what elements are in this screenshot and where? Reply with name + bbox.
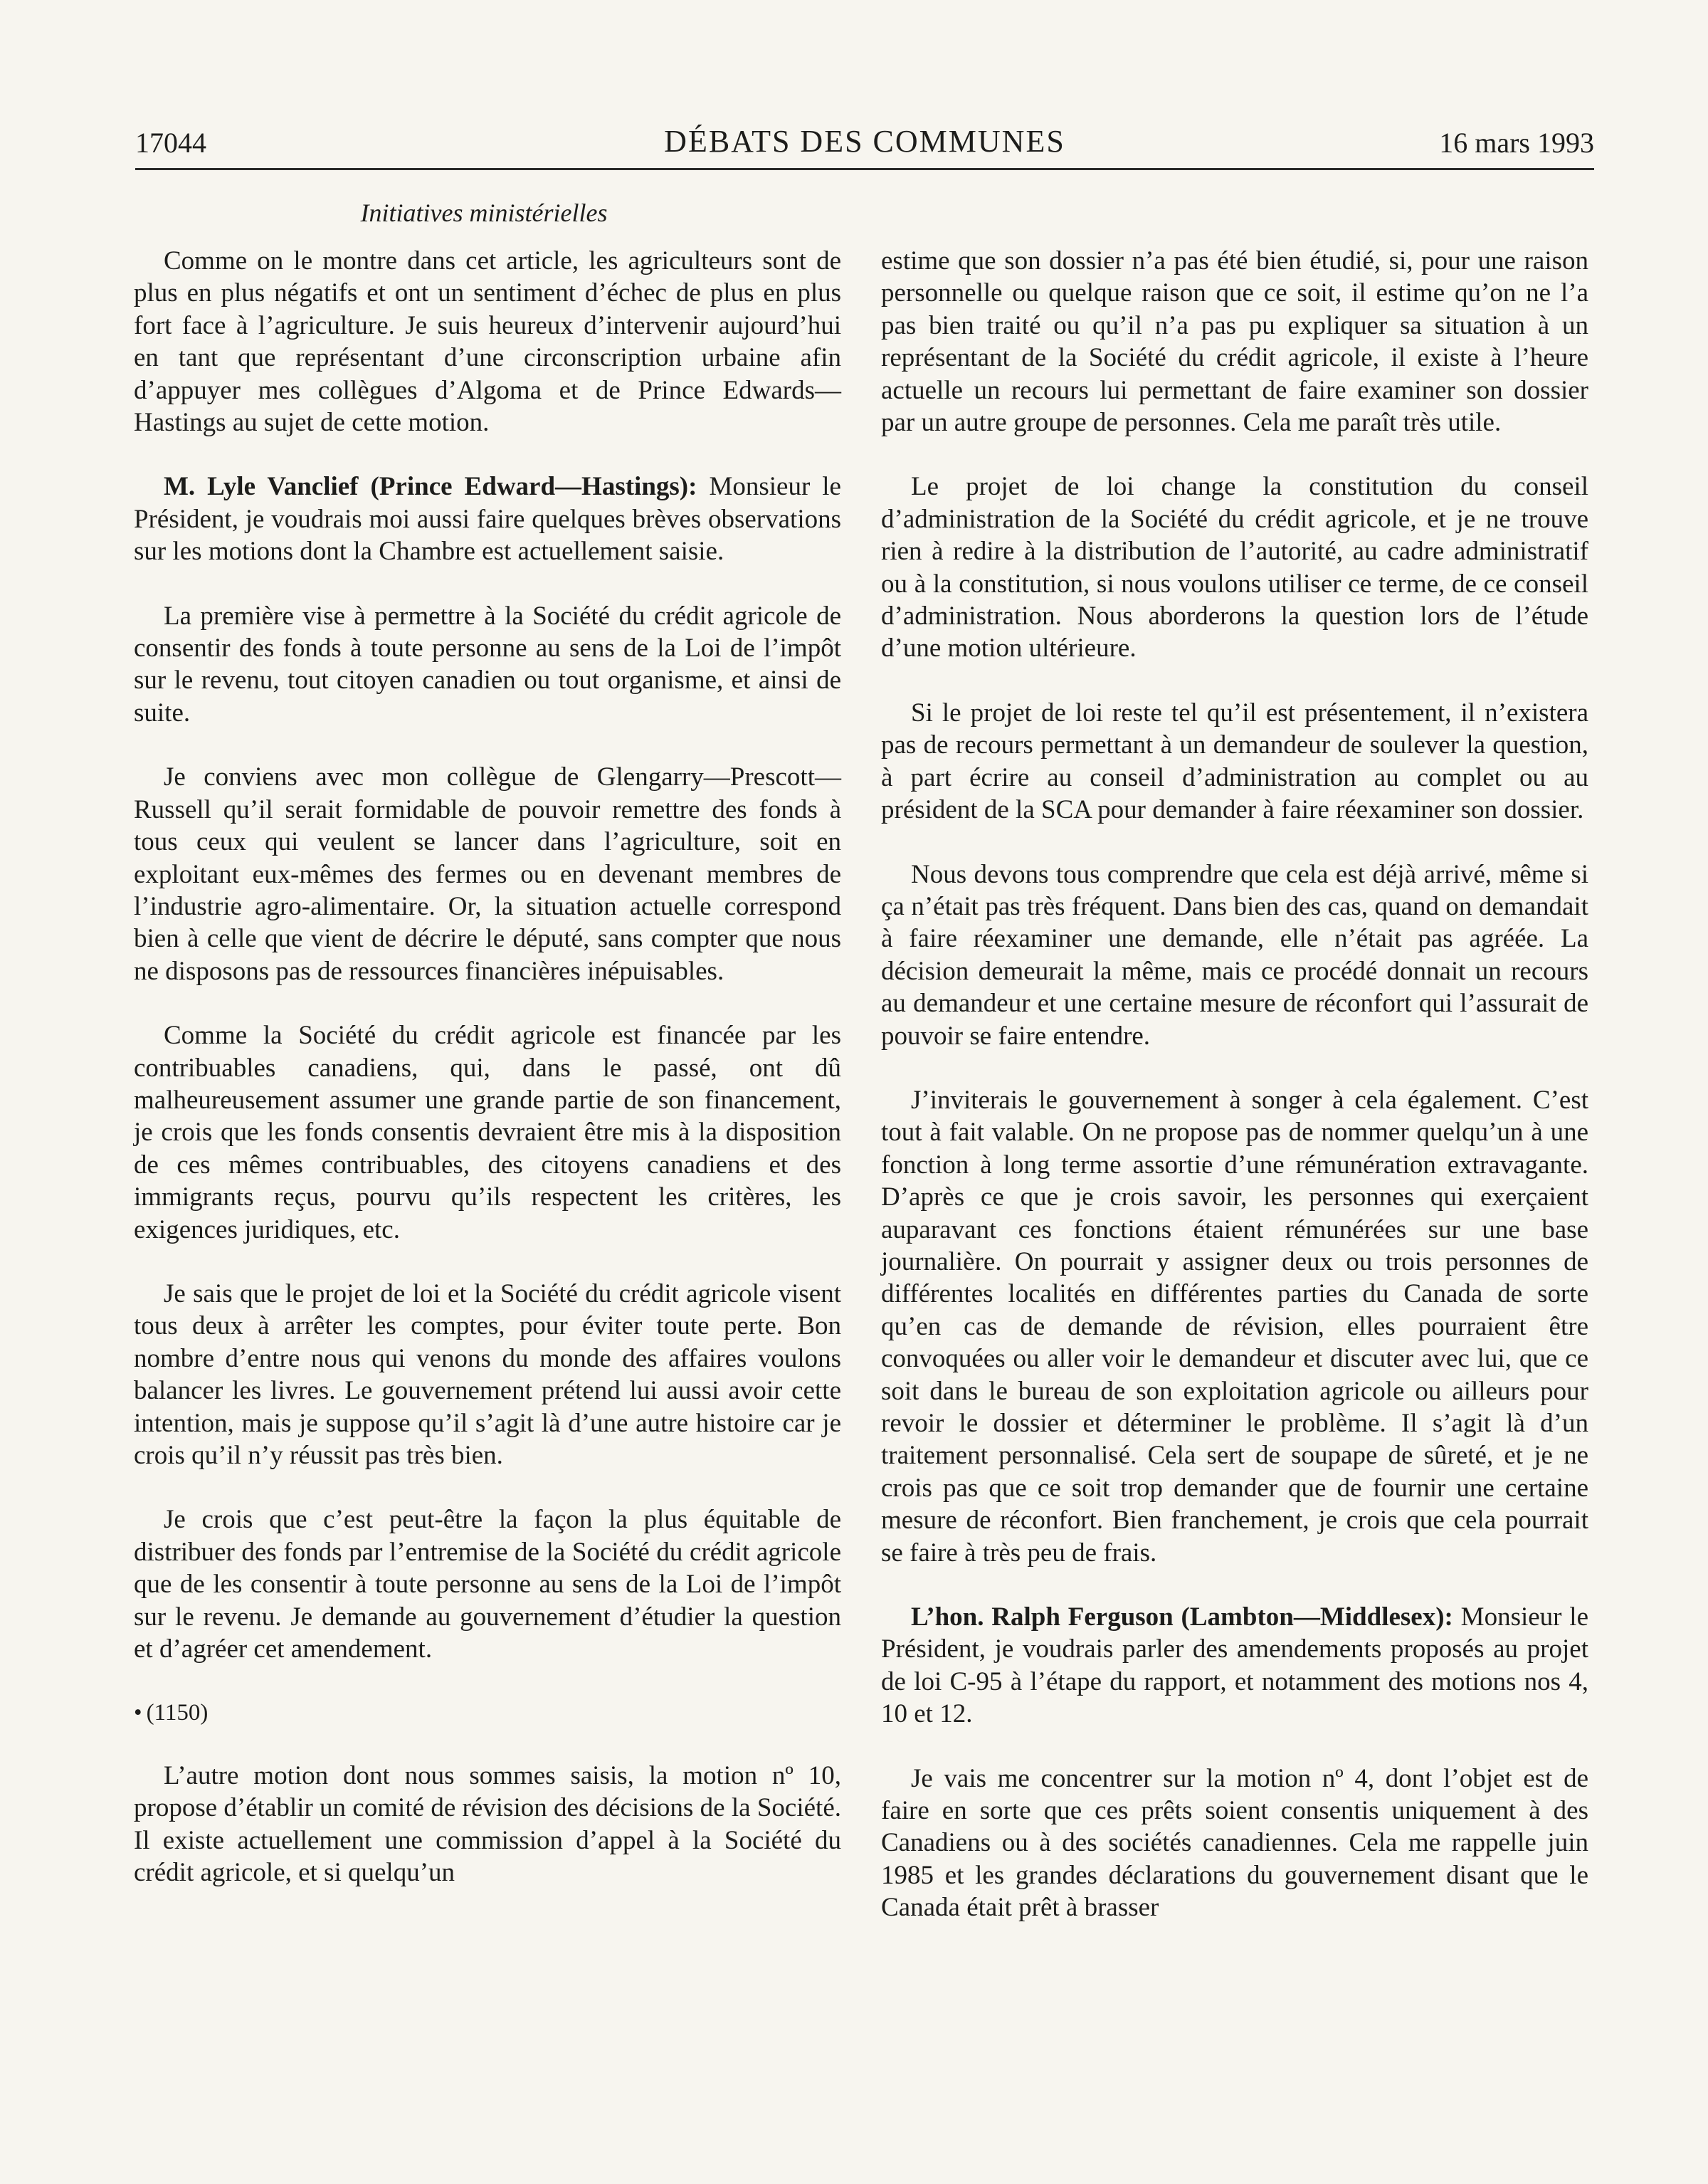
journal-title: DÉBATS DES COMMUNES <box>664 124 1065 159</box>
timestamp: (1150) <box>146 1700 209 1726</box>
paragraph: Je crois que c’est peut-être la façon la plus équitable de distribuer des fonds par l’entremise de la Société du crédit agricole que de les consentir à toute personne au sens de la Loi de l’impôt sur le revenu. Je demande au gouvernement d’étudier la question et d’agréer cet amendement. <box>134 1505 841 1664</box>
paragraph: Le projet de loi change la constitution du conseil d’administration de la Société du crédit agricole, et je ne trouve rien à redire à la distribution de l’autorité, au cadre administratif ou à la constitution, si nous voulons utiliser ce terme, de ce conseil d’administration. Nous aborderons la question lors de l’étude d’une motion ultérieure. <box>881 472 1588 663</box>
speech-text: Monsieur le Président, je voudrais parler des amendements proposés au projet de loi C-95 à l’étape du rapport, et notamment des motions nos 4, 10 et 12. <box>881 1602 1588 1729</box>
paragraph: Comme la Société du crédit agricole est financée par les contribuables canadiens, qui, dans le passé, ont dû malheureusement assumer une grande partie de son financement, je crois que les fonds consentis devraient être mis à la disposition de ces mêmes contribuables, des citoyens canadiens et des immigrants reçus, pourvu qu’ils respectent les critères, les exigences juridiques, etc. <box>134 1021 841 1244</box>
paragraph: Nous devons tous comprendre que cela est déjà arrivé, même si ça n’était pas très fréquent. Dans bien des cas, quand on demandait à faire réexaminer une demande, elle n’était pas agréée. La décision demeurait la même, mais ce procédé donnait un recours au demandeur et une certaine mesure de réconfort qui l’assurait de pouvoir se faire entendre. <box>881 859 1588 1051</box>
speech-text: Monsieur le Président, je voudrais moi aussi faire quelques brèves observations sur les motions dont la Chambre est actuellement saisie. <box>134 472 841 567</box>
speaker-name: M. Lyle Vanclief (Prince Edward—Hastings): <box>164 472 697 502</box>
paragraph-continued: estime que son dossier n’a pas été bien étudié, si, pour une raison personnelle ou quelque raison que ce soit, il estime qu’on ne l’a pas bien traité ou qu’il n’a pas pu expliquer sa situation à un représentant de la Société du crédit agricole, il existe à l’heure actuelle un recours lui permettant de faire examiner son dossier par un autre groupe de personnes. Cela me paraît très utile. <box>881 246 1588 438</box>
paragraph: Je sais que le projet de loi et la Société du crédit agricole visent tous deux à arrêter les comptes, pour éviter toute perte. Bon nombre d’entre nous qui venons du monde des affaires voulons balancer les livres. Le gouvernement prétend lui aussi avoir cette intention, mais je suppose qu’il s’agit là d’une autre histoire car je crois qu’il n’y réussit pas très bien. <box>134 1279 841 1470</box>
paragraph: L’autre motion dont nous sommes saisis, la motion nº 10, propose d’établir un comité de révision des décisions de la Société. Il existe actuellement une commission d’appel à la Société du crédit agricole, et si quelqu’un <box>134 1760 841 1888</box>
issue-date: 16 mars 1993 <box>1439 127 1594 159</box>
paragraph: J’inviterais le gouvernement à songer à cela également. C’est tout à fait valable. On ne propose pas de nommer quelqu’un à une fonction à long terme assortie d’une rémunération extravagante. D’après ce que je crois savoir, les personnes qui exerçaient auparavant ces fonctions étaient rémunérées sur une base journalière. On pourrait y assigner deux ou trois personnes de différentes localités en différentes parties du Canada de sorte qu’en cas de demande de révision, elles pourraient être convoquées ou aller voir le demandeur et discuter avec lui, que ce soit dans le bureau de son exploitation agricole ou ailleurs pour revoir le dossier et déterminer le problème. Il s’agit là d’un traitement personnalisé. Cela sert de soupape de sûreté, et je ne crois pas que ce soit trop demander que de fournir une certaine mesure de réconfort. Bien franchement, je crois que cela pourrait se faire à très peu de frais. <box>881 1085 1588 1568</box>
paragraph: La première vise à permettre à la Société du crédit agricole de consentir des fonds à toute personne au sens de la Loi de l’impôt sur le revenu, tout citoyen canadien ou tout organisme, et ainsi de suite. <box>134 601 841 728</box>
speaker-name: L’hon. Ralph Ferguson (Lambton—Middlesex): <box>911 1602 1453 1632</box>
paragraph: Comme on le montre dans cet article, les agriculteurs sont de plus en plus négatifs et ont un sentiment d’échec de plus en plus fort face à l’agriculture. Je suis heureux d’intervenir aujourd’hui en tant que représentant d’une circonscription urbaine afin d’appuyer mes collègues d’Algoma et de Prince Edwards—Hastings au sujet de cette motion. <box>134 246 841 438</box>
paragraph: Je conviens avec mon collègue de Glengarry—Prescott—Russell qu’il serait formidable de pouvoir remettre des fonds à tous ceux qui veulent se lancer dans l’agriculture, soit en exploitant eux-mêmes des fermes ou en devenant membres de l’industrie agro-alimentaire. Or, la situation actuelle correspond bien à celle que vient de décrire le député, sans compter que nous ne disposons pas de ressources financières inépuisables. <box>134 762 841 986</box>
timestamp-marker <box>134 1697 841 1729</box>
speech-paragraph <box>881 1601 1588 1731</box>
right-column <box>881 245 1588 1956</box>
left-column <box>134 245 841 1921</box>
page-number: 17044 <box>135 127 206 159</box>
bullet-icon: • <box>134 1700 142 1726</box>
section-heading: Initiatives ministérielles <box>360 199 608 227</box>
paragraph: Je vais me concentrer sur la motion nº 4, dont l’objet est de faire en sorte que ces prêts soient consentis uniquement à des Canadiens ou à des sociétés canadiennes. Cela me rappelle juin 1985 et les grandes déclarations du gouvernement disant que le Canada était prêt à brasser <box>881 1763 1588 1923</box>
page-header <box>135 121 1594 170</box>
speech-paragraph <box>134 471 841 567</box>
paragraph: Si le projet de loi reste tel qu’il est présentement, il n’existera pas de recours permettant à un demandeur de soulever la question, à part écrire au conseil d’administration au complet ou au président de la SCA pour demander à faire réexaminer son dossier. <box>881 698 1588 825</box>
